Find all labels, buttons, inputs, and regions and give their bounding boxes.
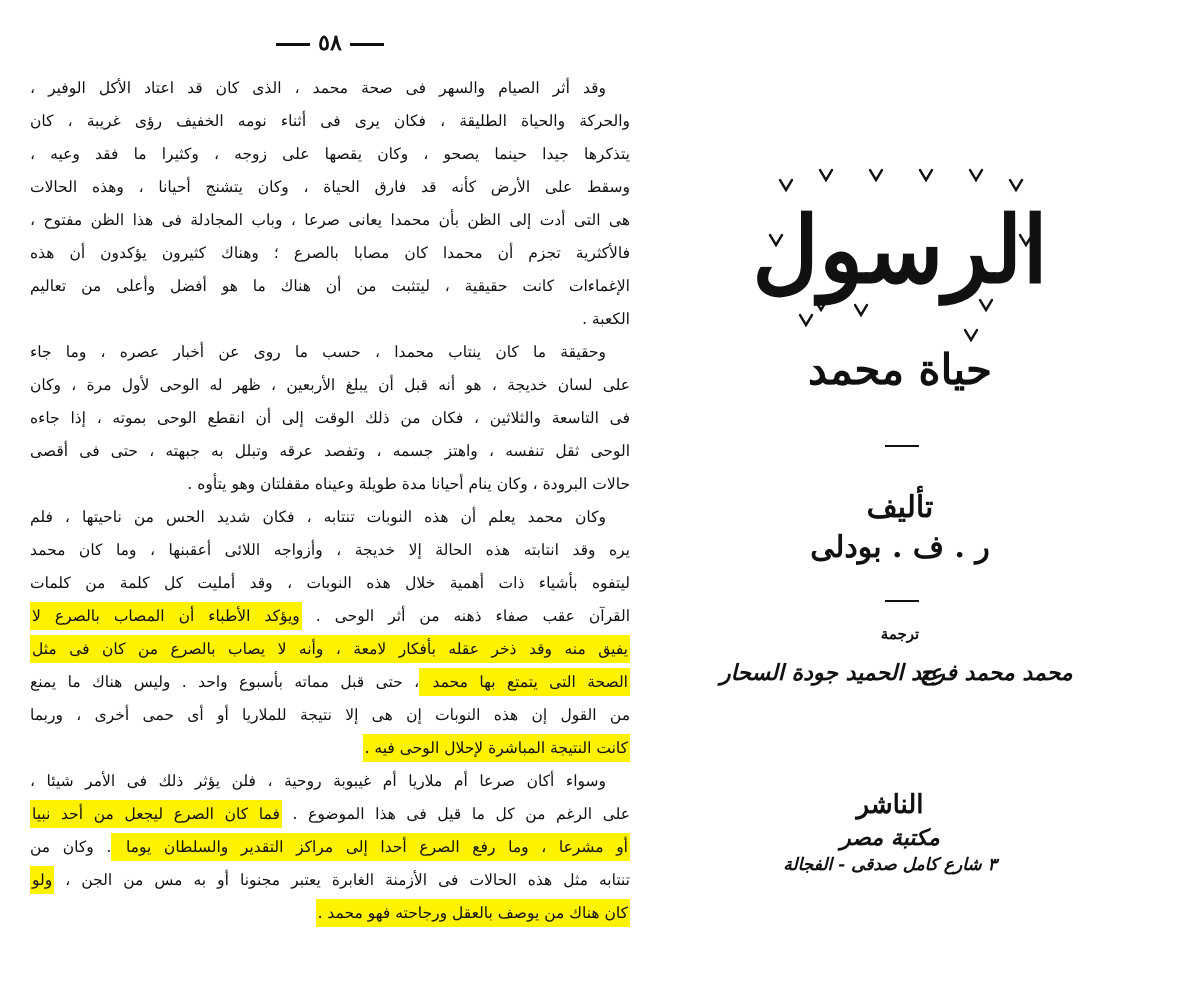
text-segment: وسقط على الأرض كأنه قد فارق الحياة ، وكان يتشنج أحيانا ، وهذه الحالات <box>30 178 630 196</box>
text-line <box>30 501 630 534</box>
text-segment: الإغماءات كانت حقيقية ، ليتثبت من أن هناك ما هو أفضل وأعلى من تعاليم <box>30 277 630 295</box>
text-line <box>30 138 630 171</box>
publisher-label: الناشر <box>856 790 924 820</box>
text-segment: تنتابه مثل هذه الحالات فى الأزمنة الغابرة يعتبر مجنونا أو به مس من الجن ، <box>54 871 630 889</box>
text-line <box>30 204 630 237</box>
cover-subtitle: حياة محمد <box>808 345 992 394</box>
text-segment: والحركة والحياة الطليقة ، فكان يرى فى أثناء نومه الخفيف رؤى غريبة ، كان <box>30 112 630 130</box>
text-line <box>30 765 630 798</box>
author-label: تأليف <box>866 490 934 525</box>
translator-1: محمد محمد فرج <box>920 660 1073 686</box>
text-segment: الكعبة . <box>582 310 630 328</box>
text-segment: القرآن عقب صفاء ذهنه من أثر الوحى . <box>301 607 630 625</box>
text-line <box>30 897 630 930</box>
highlighted-text: كانت النتيجة المباشرة لإحلال الوحى فيه . <box>363 734 630 762</box>
dash-right <box>350 43 384 46</box>
page-number <box>30 30 630 56</box>
text-segment: من القول إن هذه النوبات إن هى إلا نتيجة للملاريا أو أى حمى أخرى ، وربما <box>30 706 630 724</box>
text-line <box>30 171 630 204</box>
highlighted-text: ولو <box>30 866 54 894</box>
body-text <box>30 72 630 930</box>
text-segment: وسواء أكان صرعا أم ملاريا أم غيبوبة روحية ، فلن يؤثر ذلك فى الأمر شيئا ، <box>30 772 606 790</box>
text-segment: فى التاسعة والثلاثين ، فكان من ذلك الوقت إلى أن انقطع الوحى بموته ، إذا جاءه <box>30 409 630 427</box>
text-segment: على لسان خديجة ، هو أنه قبل أن يبلغ الأربعين ، ظهر له الوحى لأول مرة ، وكان <box>30 376 630 394</box>
text-segment: هى التى أدت إلى الظن بأن محمدا يعانى صرعا ، وباب المجادلة فى هذا الظن مفتوح ، <box>30 211 630 229</box>
text-segment: حالات البرودة ، وكان ينام أحيانا مدة طويلة وعيناه مقفلتان وهو يتأوه . <box>187 475 630 493</box>
cover-title-text: الرسول <box>752 196 1048 304</box>
rule-2 <box>885 600 919 602</box>
publisher-name: مكتبة مصر <box>840 825 940 851</box>
publisher-address: ٣ شارع كامل صدقى - الفجالة <box>783 855 997 875</box>
left-page <box>30 30 630 990</box>
highlighted-text: فما كان الصرع ليجعل من أحد نبيا <box>30 800 282 828</box>
text-segment: فالأكثرية تجزم أن محمدا كان مصابا بالصرع ؛ وهناك كثيرون يؤكدون أن هذه <box>30 244 630 262</box>
cover-title <box>740 140 1060 360</box>
author-name: ر . ف . بودلى <box>810 530 990 565</box>
text-segment: . وكان من <box>30 838 112 856</box>
text-segment: ليتفوه بأشياء ذات أهمية خلال هذه النوبات ، وقد أمليت كل كلمة من كلمات <box>30 574 630 592</box>
text-line <box>30 699 630 732</box>
text-line <box>30 732 630 765</box>
text-line <box>30 105 630 138</box>
text-line <box>30 864 630 897</box>
page-gutter <box>666 0 667 1000</box>
dash-left <box>276 43 310 46</box>
page-number-text: ٥٨ <box>318 30 342 56</box>
text-segment: وكان محمد يعلم أن هذه النوبات تنتابه ، فكان شديد الحس من ناحيتها ، فلم <box>30 508 606 526</box>
text-line <box>30 270 630 303</box>
text-line <box>30 336 630 369</box>
rule-1 <box>885 445 919 447</box>
text-line <box>30 72 630 105</box>
text-line <box>30 831 630 864</box>
text-line <box>30 468 630 501</box>
text-line <box>30 567 630 600</box>
text-line <box>30 666 630 699</box>
right-page-cover <box>680 120 1180 980</box>
translation-label: ترجمة <box>880 625 920 643</box>
text-line <box>30 303 630 336</box>
text-segment: وقد أثر الصيام والسهر فى صحة محمد ، الذى كان قد اعتاد الأكل الوفير ، <box>30 79 606 97</box>
highlighted-text: ويؤكد الأطباء أن المصاب بالصرع لا <box>30 602 302 630</box>
text-segment: ، حتى قبل مماته بأسبوع واحد . وليس هناك ما يمنع <box>30 673 420 691</box>
highlighted-text: أو مشرعا ، وما رفع الصرع أحدا إلى مراكز التقدير والسلطان يوما <box>111 833 630 861</box>
text-line <box>30 798 630 831</box>
highlighted-text: يفيق منه وقد ذخر عقله بأفكار لامعة ، وأنه لا يصاب بالصرع من كان فى مثل <box>30 635 630 663</box>
text-line <box>30 369 630 402</box>
text-line <box>30 435 630 468</box>
highlighted-text: الصحة التى يتمتع بها محمد <box>419 668 630 696</box>
text-line <box>30 534 630 567</box>
text-segment: يره وقد انتابته هذه الحالة إلا خديجة ، وأزواجه اللائى أعقبنها ، وما كان محمد <box>30 541 630 559</box>
text-line <box>30 402 630 435</box>
highlighted-text: كان هناك من يوصف بالعقل ورجاحته فهو محمد . <box>316 899 630 927</box>
text-line <box>30 237 630 270</box>
text-segment: الوحى ثقل تنفسه ، واهتز جسمه ، وتفصد عرقه وتبلل به جبهته ، حتى فى أقصى <box>30 442 630 460</box>
translator-2: عبد الحميد جودة السحار <box>720 660 943 686</box>
text-line <box>30 600 630 633</box>
text-segment: وحقيقة ما كان ينتاب محمدا ، حسب ما روى عن أخبار عصره ، وما جاء <box>30 343 606 361</box>
text-segment: على الرغم من كل ما قيل فى هذا الموضوع . <box>281 805 630 823</box>
text-line <box>30 633 630 666</box>
text-segment: يتذكرها جيدا حينما يصحو ، وكان يقصها على زوجه ، وكثيرا ما فقد وعيه ، <box>30 145 630 163</box>
